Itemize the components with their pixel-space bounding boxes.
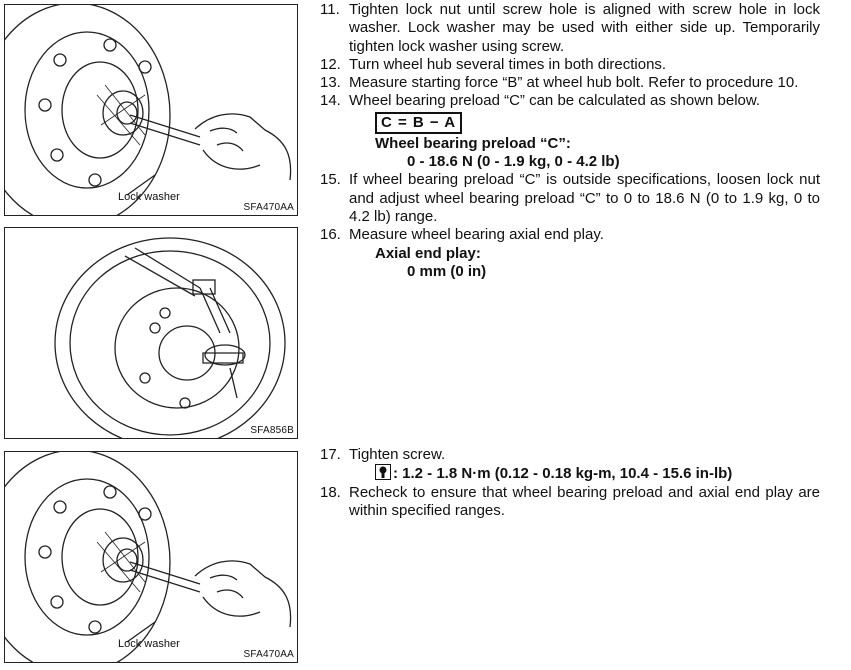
lock-washer-callout: Lock washer — [118, 191, 180, 203]
step-17 — [320, 446, 820, 464]
step-text: Tighten lock nut until screw hole is aligned with screw hole in lock washer. Lock washer may be used with either side up. Temporarily tighten lock washer using screw. — [349, 1, 820, 55]
torque-wrench-icon — [375, 464, 391, 480]
step-13 — [320, 74, 820, 92]
lock-washer-callout: Lock washer — [118, 638, 180, 650]
step-number: 12. — [320, 55, 341, 73]
step-text: If wheel bearing preload “C” is outside specifications, loosen lock nut and adjust wheel bearing preload “C” to 0 to 18.6 N (0 to 1.9 kg, 0 to 4.2 lb) range. — [349, 171, 820, 225]
axial-end-play-label: Axial end play: — [375, 244, 481, 262]
step-14 — [320, 92, 820, 110]
step-number: 17. — [320, 446, 341, 463]
axial-end-play-value: 0 mm (0 in) — [407, 262, 487, 280]
step-text: Recheck to ensure that wheel bearing preload and axial end play are within specified ranges. — [349, 483, 820, 519]
step-number: 14. — [320, 92, 341, 110]
step-text: Tighten screw. — [349, 446, 446, 463]
step-15 — [320, 171, 820, 226]
step-text: Measure starting force “B” at wheel hub bolt. Refer to procedure 10. — [349, 74, 799, 92]
step-text: Wheel bearing preload “C” can be calculated as shown below. — [349, 92, 761, 110]
step-12 — [320, 56, 820, 74]
figure-lock-washer-bottom — [4, 451, 298, 663]
preload-value: 0 - 18.6 N (0 - 1.9 kg, 0 - 4.2 lb) — [407, 153, 620, 171]
torque-spec — [320, 464, 820, 483]
step-number: 13. — [320, 74, 341, 92]
procedure-steps-top — [320, 1, 820, 281]
figure-dial-gauge — [4, 227, 298, 439]
figure-code: SFA470AA — [243, 649, 294, 660]
step-number: 18. — [320, 483, 341, 501]
figure-code: SFA856B — [250, 425, 294, 436]
step-18 — [320, 484, 820, 521]
preload-label: Wheel bearing preload “C”: — [375, 134, 571, 152]
torque-value: : 1.2 - 1.8 N·m (0.12 - 0.18 kg-m, 10.4 - 15.6 in-lb) — [393, 465, 733, 483]
wheel-hub-illustration — [5, 5, 298, 216]
formula-row — [320, 111, 820, 135]
dial-gauge-illustration — [5, 228, 298, 439]
step-number: 11. — [320, 1, 340, 18]
step-number: 16. — [320, 226, 341, 244]
figure-code: SFA470AA — [243, 202, 294, 213]
preload-formula: C = B − A — [375, 112, 462, 134]
step-number: 15. — [320, 171, 341, 189]
step-11 — [320, 1, 820, 56]
step-16 — [320, 226, 820, 244]
step-text: Turn wheel hub several times in both directions. — [349, 55, 667, 73]
step-text: Measure wheel bearing axial end play. — [349, 226, 604, 244]
procedure-steps-bottom — [320, 446, 820, 520]
figure-lock-washer-top — [4, 4, 298, 216]
wheel-hub-illustration — [5, 452, 298, 663]
